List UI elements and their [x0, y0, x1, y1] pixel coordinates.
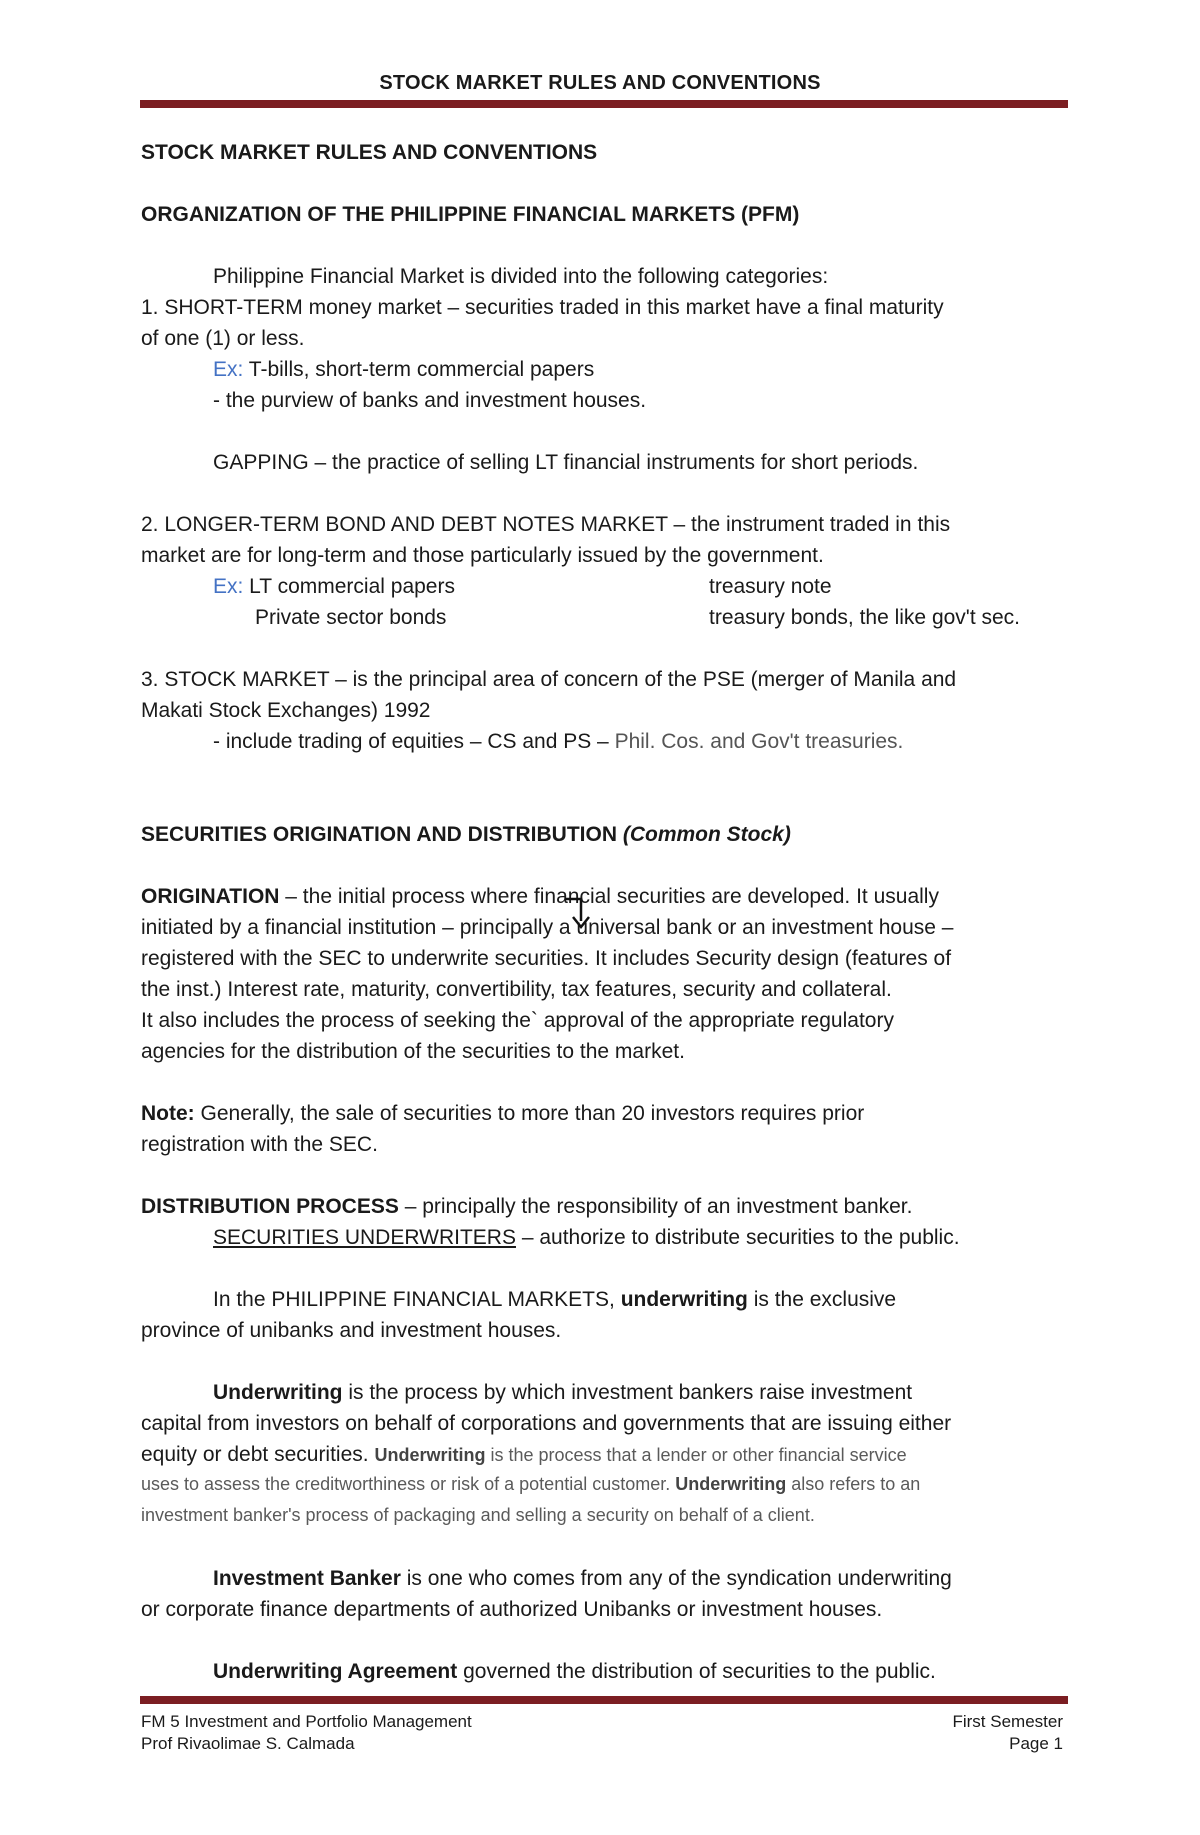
item3-text-grey: Phil. Cos. and Gov't treasuries. [614, 730, 904, 753]
underwriting-agreement-line [141, 1656, 1061, 1687]
note-line1 [141, 1098, 1061, 1129]
section-heading-subtitle: (Common Stock) [622, 823, 791, 846]
header-rule [140, 100, 1068, 108]
footer-rule [140, 1696, 1068, 1704]
underwriting-term: Underwriting [213, 1381, 343, 1404]
footer-course: FM 5 Investment and Portfolio Management [141, 1712, 472, 1731]
example-label: Ex: [213, 358, 244, 381]
item1-note: - the purview of banks and investment houses. [213, 389, 647, 412]
investment-banker-text: is one who comes from any of the syndication underwriting [400, 1567, 952, 1590]
underwriting-small-text3: also refers to an [786, 1474, 921, 1494]
item2-example-row1 [141, 571, 1061, 602]
underwriting-small-line2 [141, 1470, 1061, 1501]
item2-example-left2: Private sector bonds [255, 606, 447, 629]
underwriting-text3: equity or debt securities. [141, 1443, 375, 1466]
footer-semester: First Semester [952, 1712, 1063, 1731]
underwriting-small-text2: uses to assess the creditworthiness or risk of a potential customer. [141, 1474, 676, 1494]
underwriting-line1 [141, 1377, 1061, 1408]
item1-example [141, 354, 1061, 385]
origination-line5: It also includes the process of seeking the` approval of the appropriate regulatory [141, 1009, 894, 1032]
origination-term: ORIGINATION [141, 885, 280, 908]
section-heading-pfm: ORGANIZATION OF THE PHILIPPINE FINANCIAL MARKETS (PFM) [141, 203, 800, 226]
item1-example-text: T-bills, short-term commercial papers [243, 358, 595, 381]
origination-text: – the initial process where financial securities are developed. It usually [279, 885, 939, 908]
document-title: STOCK MARKET RULES AND CONVENTIONS [141, 141, 598, 164]
item1-line2: of one (1) or less. [141, 327, 305, 350]
underwriting-line2: capital from investors on behalf of corporations and governments that are issuing either [141, 1412, 952, 1435]
pfm-text-c: is the exclusive [747, 1288, 897, 1311]
document-body [141, 137, 1061, 1687]
cursor-arrow-icon [563, 895, 593, 935]
item2-line2: market are for long-term and those particularly issued by the government. [141, 544, 824, 567]
footer-page-number: Page 1 [1009, 1734, 1063, 1753]
underwriting-small-text1: is the process that a lender or other financial service [485, 1445, 907, 1465]
underwriting-small-term1: Underwriting [374, 1445, 486, 1465]
item1-line1: 1. SHORT-TERM money market – securities traded in this market have a final maturity [141, 296, 944, 319]
item3-line3 [141, 726, 1061, 757]
underwriters-term: SECURITIES UNDERWRITERS [213, 1226, 516, 1249]
note-term: Note: [141, 1102, 195, 1125]
item3-text: - include trading of equities – CS and PS – [213, 730, 615, 753]
pfm-term: underwriting [620, 1288, 748, 1311]
item2-example-left1: LT commercial papers [243, 575, 455, 598]
item2-example-right2: treasury bonds, the like gov't sec. [709, 606, 1021, 629]
underwriting-small-term2: Underwriting [675, 1474, 787, 1494]
item3-line1: 3. STOCK MARKET – is the principal area of concern of the PSE (merger of Manila and [141, 668, 957, 691]
section-heading-text: SECURITIES ORIGINATION AND DISTRIBUTION [141, 823, 623, 846]
underwriters-text: – authorize to distribute securities to the public. [515, 1226, 960, 1249]
investment-banker-line1 [141, 1563, 1061, 1594]
footer-professor: Prof Rivaolimae S. Calmada [141, 1734, 355, 1753]
distribution-line [141, 1191, 1061, 1222]
origination-line6: agencies for the distribution of the securities to the market. [141, 1040, 685, 1063]
origination-line3: registered with the SEC to underwrite securities. It includes Security design (features of [141, 947, 952, 970]
note-text: Generally, the sale of securities to more than 20 investors requires prior [194, 1102, 865, 1125]
item2-line1: 2. LONGER-TERM BOND AND DEBT NOTES MARKET – the instrument traded in this [141, 513, 951, 536]
note-line2: registration with the SEC. [141, 1133, 378, 1156]
origination-line4: the inst.) Interest rate, maturity, convertibility, tax features, security and collateral. [141, 978, 892, 1001]
item3-line2: Makati Stock Exchanges) 1992 [141, 699, 431, 722]
investment-banker-line2: or corporate finance departments of authorized Unibanks or investment houses. [141, 1598, 883, 1621]
underwriting-small-line3: investment banker's process of packaging and selling a security on behalf of a client. [141, 1505, 815, 1525]
gapping-definition: GAPPING – the practice of selling LT financial instruments for short periods. [213, 451, 919, 474]
pfm-line2: province of unibanks and investment houses. [141, 1319, 562, 1342]
pfm-text-a: In the PHILIPPINE FINANCIAL MARKETS, [213, 1288, 621, 1311]
investment-banker-term: Investment Banker [213, 1567, 401, 1590]
origination-line2: initiated by a financial institution – principally a universal bank or an investment house – [141, 916, 954, 939]
item2-example-right1: treasury note [709, 575, 832, 598]
origination-line1 [141, 881, 1061, 912]
underwriting-agreement-term: Underwriting Agreement [213, 1660, 458, 1683]
example-label: Ex: [213, 575, 244, 598]
pfm-line1 [141, 1284, 1061, 1315]
section-heading-origination [141, 819, 1061, 850]
underwriting-text: is the process by which investment bankers raise investment [342, 1381, 913, 1404]
underwriters-line [141, 1222, 1061, 1253]
underwriting-agreement-text: governed the distribution of securities to the public. [457, 1660, 936, 1683]
item2-example-row2 [141, 602, 1061, 633]
running-header: STOCK MARKET RULES AND CONVENTIONS [379, 72, 821, 94]
underwriting-line3 [141, 1439, 1061, 1470]
distribution-text: – principally the responsibility of an investment banker. [398, 1195, 913, 1218]
distribution-term: DISTRIBUTION PROCESS [141, 1195, 399, 1218]
intro-text: Philippine Financial Market is divided into the following categories: [213, 265, 829, 288]
